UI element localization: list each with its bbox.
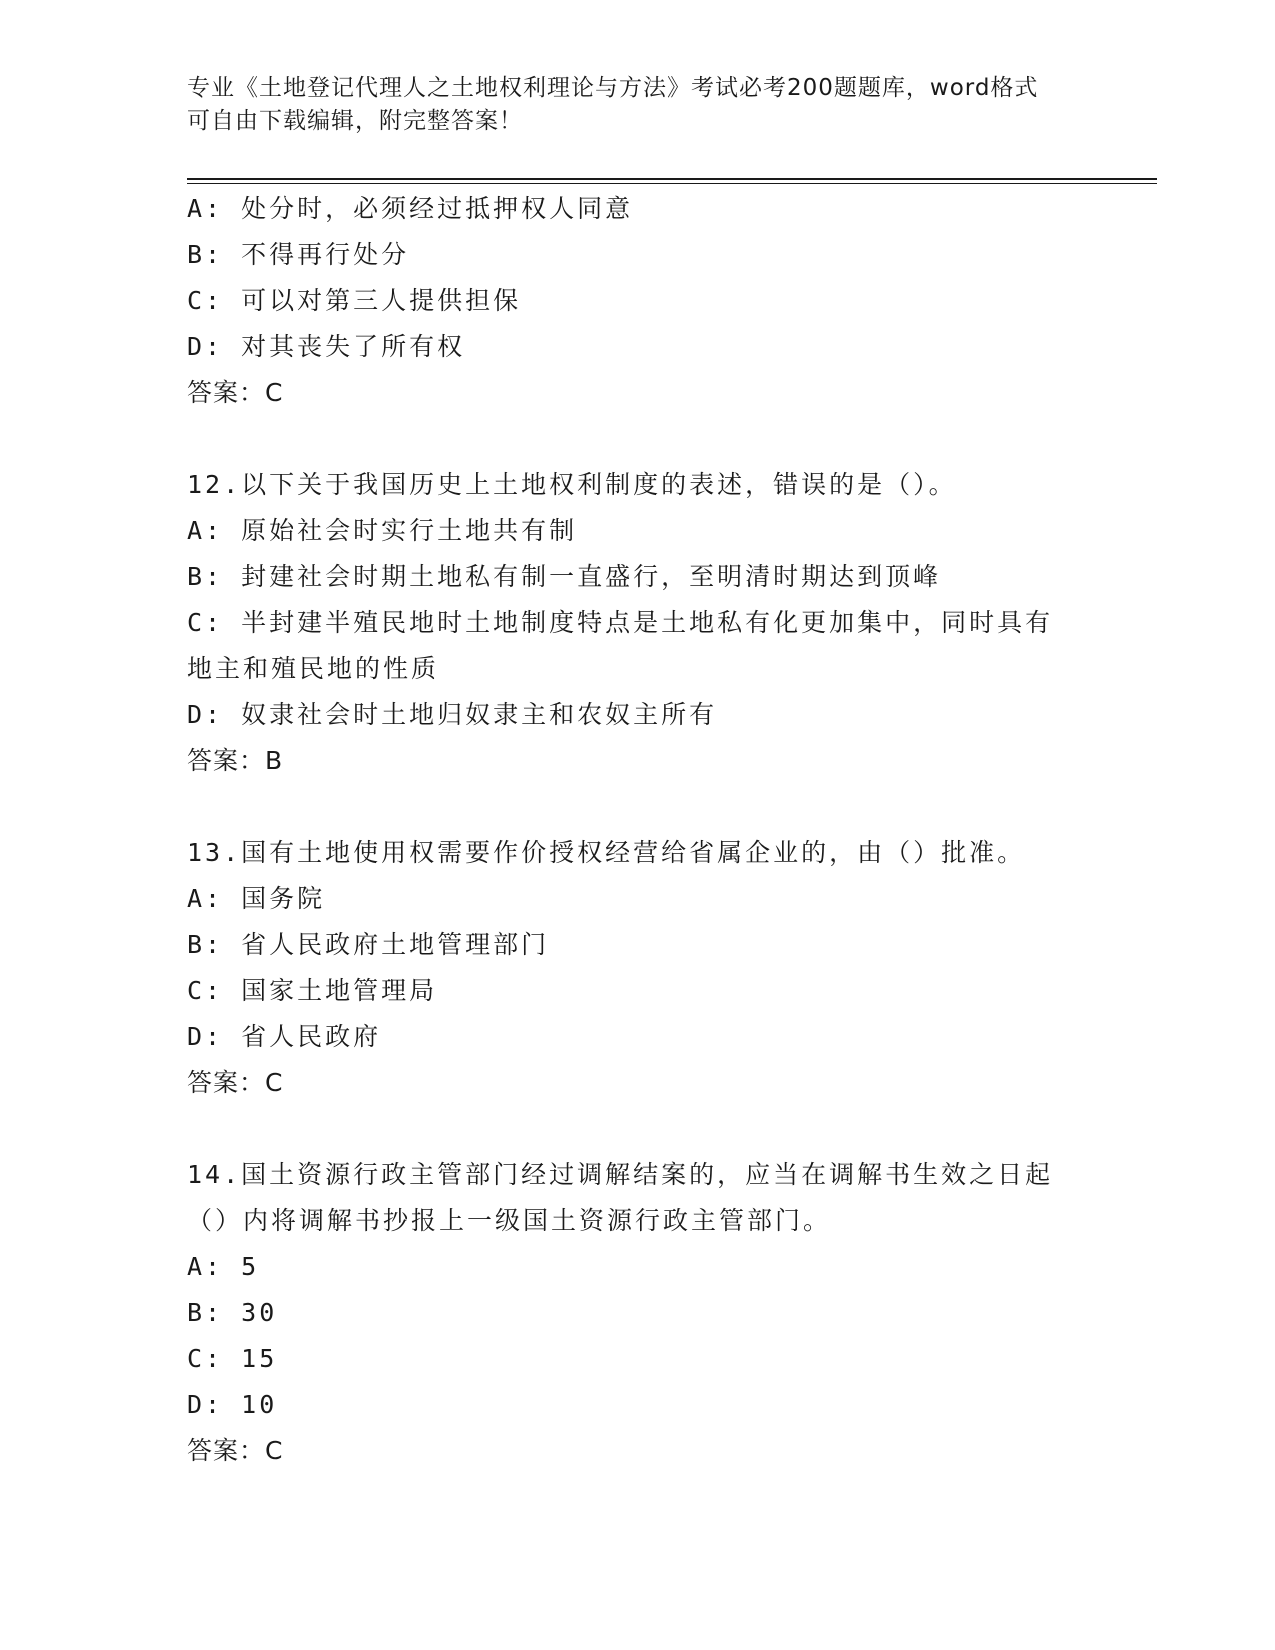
question-12 xyxy=(187,462,1087,784)
question-11-options xyxy=(187,186,1087,416)
answer: 答案：C xyxy=(187,1068,284,1097)
answer: 答案：B xyxy=(187,746,284,775)
question-14 xyxy=(187,1152,1087,1474)
spacer xyxy=(187,1106,1087,1152)
question-13 xyxy=(187,830,1087,1106)
header-line-2: 可自由下载编辑，附完整答案！ xyxy=(187,108,523,134)
header-line-1: 专业《土地登记代理人之土地权利理论与方法》考试必考200题题库，word格式 xyxy=(187,75,1039,101)
question-list xyxy=(187,186,1087,1474)
option-b: B: 封建社会时期土地私有制一直盛行，至明清时期达到顶峰 xyxy=(187,562,942,591)
option-c-continued: 地主和殖民地的性质 xyxy=(187,654,440,683)
option-b: B: 30 xyxy=(187,1298,278,1327)
option-c: C: 可以对第三人提供担保 xyxy=(187,286,522,315)
option-a: A: 处分时，必须经过抵押权人同意 xyxy=(187,194,634,223)
document-header xyxy=(187,72,1067,138)
option-d: D: 奴隶社会时土地归奴隶主和农奴主所有 xyxy=(187,700,718,729)
option-c: C: 国家土地管理局 xyxy=(187,976,438,1005)
answer: 答案：C xyxy=(187,378,284,407)
option-d: D: 省人民政府 xyxy=(187,1022,382,1051)
option-b: B: 不得再行处分 xyxy=(187,240,410,269)
option-a: A: 国务院 xyxy=(187,884,326,913)
answer: 答案：C xyxy=(187,1436,284,1465)
header-rule-thick xyxy=(187,178,1157,180)
question-text-continued: （）内将调解书抄报上一级国土资源行政主管部门。 xyxy=(187,1206,832,1235)
option-d: D: 对其丧失了所有权 xyxy=(187,332,466,361)
option-a: A: 5 xyxy=(187,1252,260,1281)
spacer xyxy=(187,784,1087,830)
question-text: 12.以下关于我国历史上土地权利制度的表述，错误的是（）。 xyxy=(187,470,957,499)
option-c: C: 15 xyxy=(187,1344,278,1373)
question-text: 14.国土资源行政主管部门经过调解结案的，应当在调解书生效之日起 xyxy=(187,1160,1054,1189)
option-d: D: 10 xyxy=(187,1390,278,1419)
header-rule-thin xyxy=(187,183,1157,184)
option-a: A: 原始社会时实行土地共有制 xyxy=(187,516,578,545)
option-b: B: 省人民政府土地管理部门 xyxy=(187,930,550,959)
spacer xyxy=(187,416,1087,462)
question-text: 13.国有土地使用权需要作价授权经营给省属企业的，由（）批准。 xyxy=(187,838,1026,867)
option-c: C: 半封建半殖民地时土地制度特点是土地私有化更加集中，同时具有 xyxy=(187,608,1054,637)
